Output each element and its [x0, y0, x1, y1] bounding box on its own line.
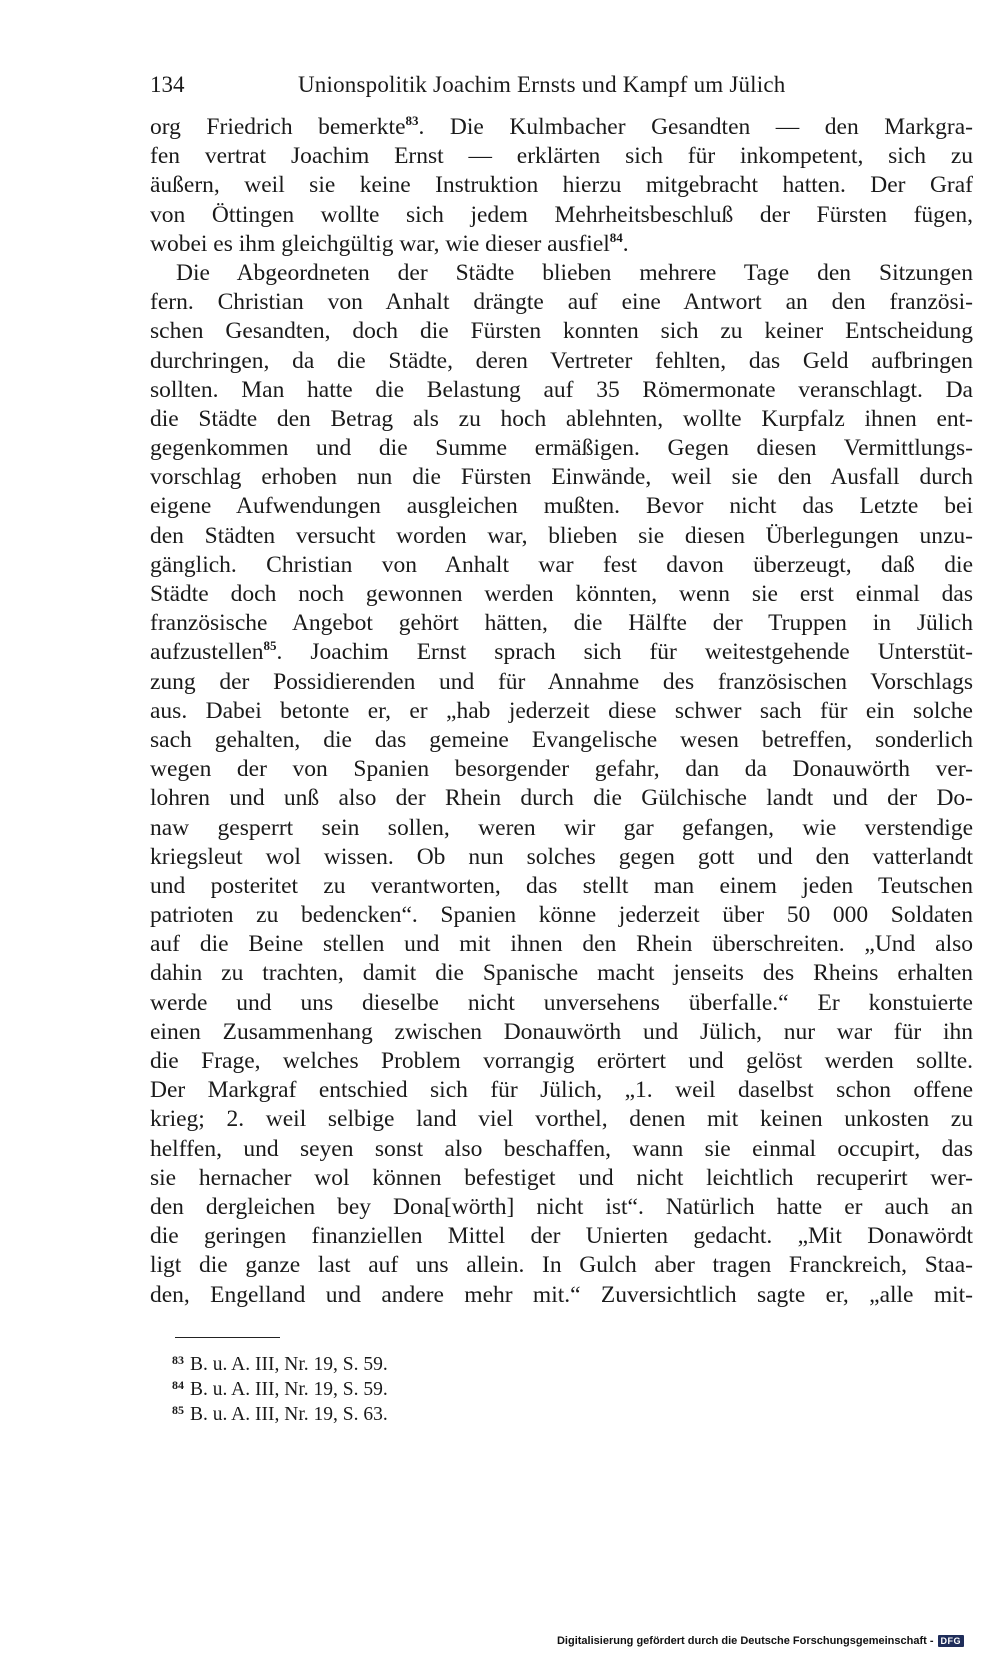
text-segment: den dergleichen bey Dona[wörth] nicht ist“. Natürlich hatte er auch an — [150, 1193, 973, 1220]
text-line — [150, 580, 973, 609]
text-line — [150, 1222, 973, 1251]
text-segment: krieg; 2. weil selbige land viel vorthel, denen mit keinen unkosten zu — [150, 1106, 973, 1133]
footnote-reference[interactable]: 84 — [609, 229, 623, 245]
running-title: Unionspolitik Joachim Ernsts und Kampf um Jülich — [298, 72, 786, 97]
text-line — [150, 697, 973, 726]
text-segment: vorschlag erhoben nun die Fürsten Einwände, weil sie den Ausfall durch — [150, 464, 973, 491]
text-segment: sach gehalten, die das gemeine Evangelische wesen betreffen, sonderlich — [150, 726, 973, 753]
text-segment: fern. Christian von Anhalt drängte auf eine Antwort an den französi- — [150, 289, 973, 316]
text-segment: auf die Beine stellen und mit ihnen den Rhein überschreiten. „Und also — [150, 931, 973, 958]
text-segment: werde und uns dieselbe nicht unversehens überfalle.“ Er konstuierte — [150, 989, 973, 1016]
footnote-rule — [175, 1337, 280, 1338]
text-segment: durchringen, da die Städte, deren Vertreter fehlten, das Geld aufbringen — [150, 347, 973, 374]
text-line — [150, 171, 973, 200]
text-segment: wegen der von Spanien besorgender gefahr, dan da Donauwörth ver- — [150, 756, 973, 783]
text-line — [150, 872, 973, 901]
text-segment: patrioten zu bedencken“. Spanien könne jederzeit über 50 000 Soldaten — [150, 902, 973, 929]
text-line — [150, 1164, 973, 1193]
text-segment: fen vertrat Joachim Ernst — erklärten sich für inkompetent, sich zu — [150, 143, 973, 170]
digitization-credit — [557, 1635, 964, 1647]
text-segment: gegenkommen und die Summe ermäßigen. Gegen diesen Vermittlungs- — [150, 435, 973, 462]
text-segment: Die Abgeordneten der Städte blieben mehrere Tage den Sitzungen — [176, 259, 973, 286]
text-line — [150, 551, 973, 580]
footnote-reference[interactable]: 83 — [405, 113, 419, 128]
text-segment: einen Zusammenhang zwischen Donauwörth und Jülich, nur war für ihn — [150, 1018, 973, 1045]
text-segment: französische Angebot gehört hätten, die Hälfte der Truppen in Jülich — [150, 610, 973, 637]
body-text — [150, 113, 973, 1310]
text-line — [150, 1018, 973, 1047]
text-segment: helffen, und seyen sonst also beschaffen, wann sie einmal occupirt, das — [150, 1135, 973, 1162]
text-line — [150, 1193, 973, 1222]
footnotes — [172, 1348, 872, 1423]
text-line — [150, 230, 973, 259]
text-segment: eigene Aufwendungen ausgleichen mußten. Bevor nicht das Letzte bei — [150, 493, 973, 520]
text-line — [150, 347, 973, 376]
text-segment: gänglich. Christian von Anhalt war fest davon überzeugt, daß die — [150, 551, 973, 578]
credit-text: Digitalisierung gefördert durch die Deutsche Forschungsgemeinschaft - — [556, 1635, 934, 1647]
footnote-text: B. u. A. III, Nr. 19, S. 63. — [190, 1404, 388, 1425]
text-line — [150, 463, 973, 492]
text-segment: dahin zu trachten, damit die Spanische macht jenseits des Rheins erhalten — [150, 960, 973, 987]
text-line — [150, 492, 973, 521]
text-segment: aus. Dabei betonte er, er „hab jederzeit diese schwer sach für ein solche — [150, 697, 973, 724]
text-segment: org Friedrich bemerkte — [150, 114, 406, 140]
text-line — [150, 434, 973, 463]
text-segment: . Die Kulmbacher Gesandten — den Markgra- — [418, 114, 973, 140]
text-segment: schen Gesandten, doch die Fürsten konnten sich zu keiner Entscheidung — [150, 318, 973, 345]
text-line — [150, 901, 973, 930]
text-line — [150, 113, 973, 142]
text-line — [150, 259, 973, 288]
text-segment: kriegsleut wol wissen. Ob nun solches gegen gott und den vatterlandt — [150, 843, 973, 870]
text-segment: . — [622, 230, 629, 257]
footnote — [172, 1398, 872, 1423]
text-line — [150, 1105, 973, 1134]
footnote-number: 83 — [172, 1353, 184, 1367]
text-segment: sollten. Man hatte die Belastung auf 35 Römermonate veranschlagt. Da — [150, 376, 973, 403]
page-number: 134 — [150, 72, 185, 97]
text-line — [150, 843, 973, 872]
text-line — [150, 959, 973, 988]
footnote-reference[interactable]: 85 — [263, 638, 277, 654]
text-segment: die Frage, welches Problem vorrangig erörtert und gelöst werden sollte. — [150, 1048, 973, 1074]
footnote — [172, 1373, 872, 1398]
text-segment: Städte doch noch gewonnen werden könnten, wenn sie erst einmal das — [150, 581, 973, 607]
text-line — [150, 288, 973, 317]
text-line — [150, 1047, 973, 1076]
text-line — [150, 755, 973, 784]
text-segment: äußern, weil sie keine Instruktion hierzu mitgebracht hatten. Der Graf — [150, 172, 973, 199]
text-line — [150, 1076, 973, 1105]
text-line — [150, 142, 973, 171]
text-line — [150, 1281, 973, 1310]
text-segment: aufzustellen — [150, 639, 264, 666]
text-segment: und posteritet zu verantworten, das stellt man einem jeden Teutschen — [150, 872, 973, 899]
text-line — [150, 317, 973, 346]
text-segment: lohren und unß also der Rhein durch die Gülchische landt und der Do- — [150, 785, 973, 812]
text-segment: zung der Possidierenden und für Annahme des französischen Vorschlags — [150, 668, 973, 695]
page-header — [150, 68, 973, 108]
text-line — [150, 1135, 973, 1164]
text-segment: naw gesperrt sein sollen, weren wir gar gefangen, wie verstendige — [150, 814, 973, 841]
text-line — [150, 201, 973, 230]
text-line — [150, 726, 973, 755]
text-line — [150, 522, 973, 551]
text-segment: wobei es ihm gleichgültig war, wie dieser ausfiel — [150, 230, 610, 257]
dfg-logo: DFG — [938, 1635, 965, 1647]
footnote-number: 84 — [172, 1378, 184, 1392]
text-line — [150, 638, 973, 667]
text-segment: sie hernacher wol können befestiget und nicht leichtlich recuperirt wer- — [150, 1164, 973, 1191]
footnote-text: B. u. A. III, Nr. 19, S. 59. — [190, 1354, 388, 1375]
text-line — [150, 376, 973, 405]
text-line — [150, 609, 973, 638]
text-line — [150, 989, 973, 1018]
text-segment: . Joachim Ernst sprach sich für weitestgehende Unterstüt- — [276, 639, 973, 666]
text-segment: von Öttingen wollte sich jedem Mehrheitsbeschluß der Fürsten fügen, — [150, 201, 973, 228]
text-segment: den Städten versucht worden war, blieben sie diesen Überlegungen unzu- — [150, 522, 973, 549]
text-line — [150, 784, 973, 813]
text-line — [150, 405, 973, 434]
text-segment: den, Engelland und andere mehr mit.“ Zuversichtlich sagte er, „alle mit- — [150, 1281, 973, 1308]
footnote-number: 85 — [172, 1403, 184, 1417]
footnote — [172, 1348, 872, 1373]
text-segment: Der Markgraf entschied sich für Jülich, „1. weil daselbst schon offene — [150, 1077, 973, 1104]
text-segment: ligt die ganze last auf uns allein. In Gulch aber tragen Franckreich, Staa- — [150, 1252, 973, 1279]
text-segment: die geringen finanziellen Mittel der Unierten gedacht. „Mit Donawördt — [150, 1223, 973, 1250]
footnote-text: B. u. A. III, Nr. 19, S. 59. — [190, 1379, 388, 1400]
text-segment: die Städte den Betrag als zu hoch ablehnten, wollte Kurpfalz ihnen ent- — [150, 405, 973, 432]
text-line — [150, 814, 973, 843]
text-line — [150, 930, 973, 959]
text-line — [150, 1251, 973, 1280]
text-line — [150, 668, 973, 697]
